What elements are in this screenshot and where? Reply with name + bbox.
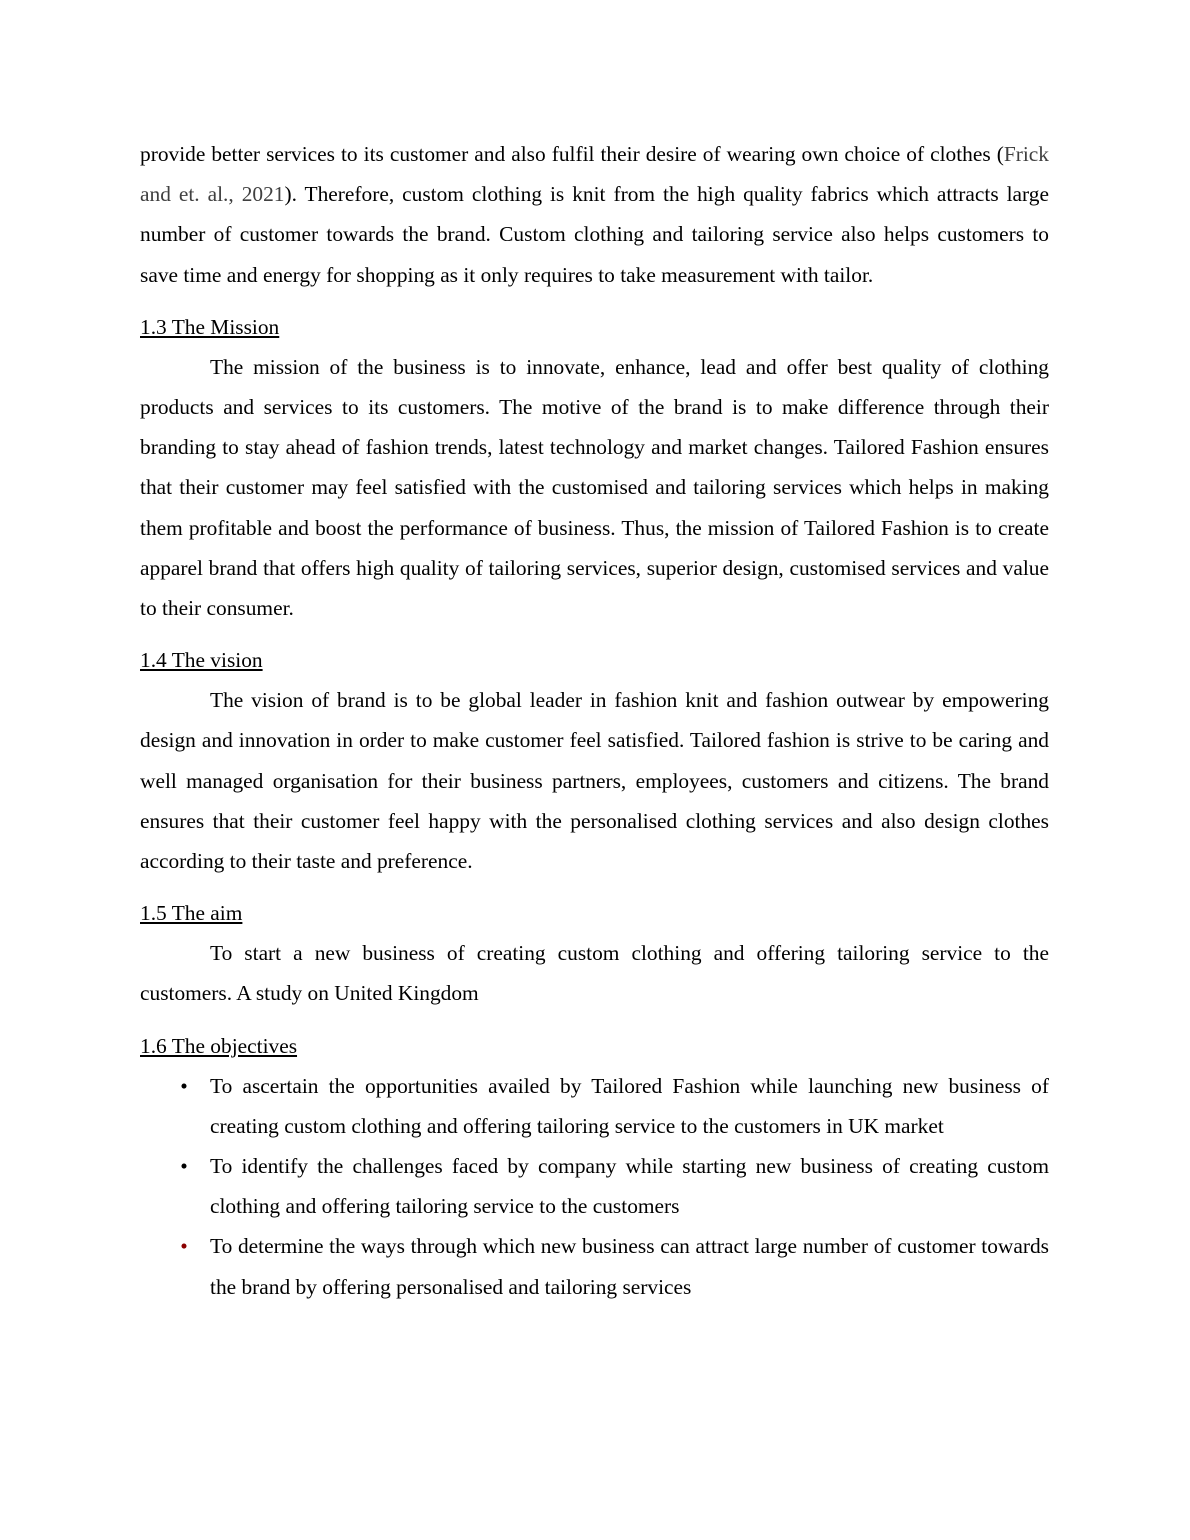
mission-paragraph: The mission of the business is to innovate, enhance, lead and offer best quality of clothing products and services to its customers. The motive of the brand is to make difference through their branding to stay ahead of fashion trends, latest technology and market changes. Tailored Fashion ensures that their customer may feel satisfied with the customised and tailoring services which helps in making them profitable and boost the performance of business. Thus, the mission of Tailored Fashion is to create apparel brand that offers high quality of tailoring services, superior design, customised services and value to their consumer.	[140, 354, 1049, 621]
aim-heading: 1.5 The aim	[140, 901, 243, 926]
objective-item	[140, 1066, 1049, 1146]
vision-heading: 1.4 The vision	[140, 648, 263, 673]
bullet-icon: •	[180, 1154, 188, 1179]
mission-heading: 1.3 The Mission	[140, 314, 280, 339]
document-page	[140, 134, 1049, 1307]
intro-text-before-citation: provide better services to its customer and also fulfil their desire of wearing own choice of clothes (	[140, 142, 1004, 166]
intro-text-after-citation: ). Therefore, custom clothing is knit from the high quality fabrics which attracts large number of customer towards the brand. Custom clothing and tailoring service also helps customers to save time and energy for shopping as it only requires to take measurement with tailor.	[140, 182, 1049, 287]
objectives-list	[140, 1066, 1049, 1307]
intro-paragraph	[140, 134, 1049, 295]
objective-text: To ascertain the opportunities availed by Tailored Fashion while launching new business of creating custom clothing and offering tailoring service to the customers in UK market	[210, 1073, 1049, 1138]
aim-paragraph: To start a new business of creating custom clothing and offering tailoring service to the customers. A study on United Kingdom	[140, 941, 1049, 1006]
bullet-icon: •	[180, 1234, 188, 1259]
objective-text: To identify the challenges faced by company while starting new business of creating custom clothing and offering tailoring service to the customers	[210, 1154, 1049, 1219]
objectives-heading: 1.6 The objectives	[140, 1033, 298, 1058]
citation: Frick and et. al., 2021	[140, 142, 1049, 207]
vision-paragraph: The vision of brand is to be global leader in fashion knit and fashion outwear by empowering design and innovation in order to make customer feel satisfied. Tailored fashion is strive to be caring and well managed organisation for their business partners, employees, customers and citizens. The brand ensures that their customer feel happy with the personalised clothing services and also design clothes according to their taste and preference.	[140, 688, 1049, 874]
objective-item	[140, 1146, 1049, 1226]
objective-item	[140, 1226, 1049, 1306]
bullet-icon: •	[180, 1073, 188, 1098]
objective-text: To determine the ways through which new business can attract large number of customer towards the brand by offering personalised and tailoring services	[210, 1234, 1049, 1299]
